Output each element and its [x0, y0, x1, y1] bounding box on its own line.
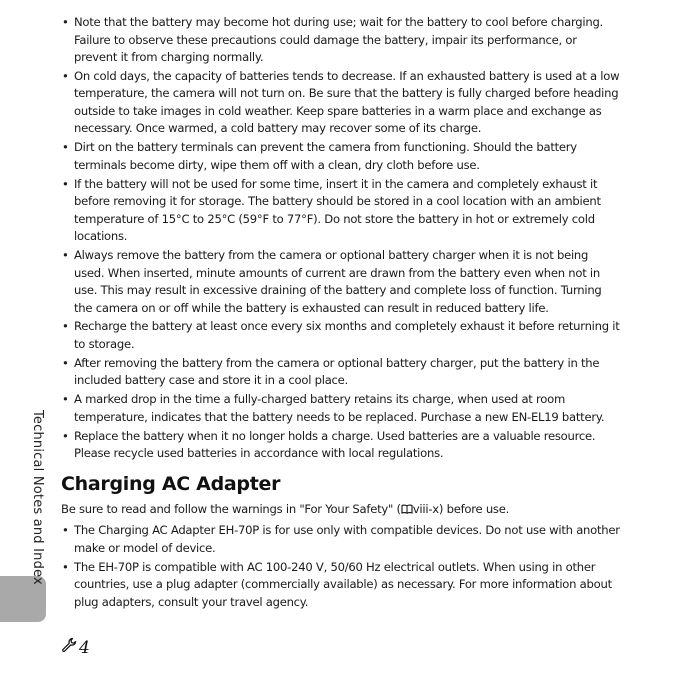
list-item: • The EH-70P is compatible with AC 100-240 V, 50/60 Hz electrical outlets. When using in other countries, use a plug adapter (commercially available) as necessary. For more information about plug adapters, consult your travel agency. [61, 559, 621, 612]
section-heading: Charging AC Adapter [61, 472, 281, 495]
list-item: • A marked drop in the time a fully-charged battery retains its charge, when used at room temperature, indicates that the battery needs to be replaced. Purchase a new EN-EL19 battery. [61, 391, 621, 426]
list-item: • Dirt on the battery terminals can prevent the camera from functioning. Should the battery terminals become dirty, wipe them off with a clean, dry cloth before use. [61, 139, 621, 174]
list-item: • Always remove the battery from the camera or optional battery charger when it is not being used. When inserted, minute amounts of current are drawn from the battery even when not in use. This may result in excessive draining of the battery and complete loss of function. Turning the camera on or off while the battery is exhausted can result in reduced battery life. [61, 247, 621, 317]
cross-reference-link[interactable]: viii-x [412, 501, 439, 516]
side-section-label: Technical Notes and Index [30, 410, 45, 585]
list-item: • The Charging AC Adapter EH-70P is for use only with compatible devices. Do not use with another make or model of device. [61, 522, 621, 557]
page-content [61, 14, 621, 612]
page-number [61, 637, 90, 658]
list-item: • After removing the battery from the camera or optional battery charger, put the battery in the included battery case and store it in a cool place. [61, 355, 621, 390]
intro-text-after: ) before use. [438, 501, 510, 516]
adapter-notes-list [61, 522, 621, 611]
section-intro [61, 501, 621, 521]
page-number-text: 4 [79, 637, 90, 658]
list-item: • Recharge the battery at least once every six months and completely exhaust it before returning it to storage. [61, 318, 621, 353]
wrench-icon [61, 637, 77, 658]
list-item: • On cold days, the capacity of batteries tends to decrease. If an exhausted battery is used at a low temperature, the camera will not turn on. Be sure that the battery is fully charged before heading outside to take images in cold weather. Keep spare batteries in a warm place and exchange as necessary. Once warmed, a cold battery may recover some of its charge. [61, 68, 621, 138]
list-item: • Note that the battery may become hot during use; wait for the battery to cool before charging. Failure to observe these precautions could damage the battery, impair its performance, or prevent it from charging normally. [61, 14, 621, 67]
book-reference-icon [401, 503, 413, 521]
list-item: • Replace the battery when it no longer holds a charge. Used batteries are a valuable resource. Please recycle used batteries in accordance with local regulations. [61, 428, 621, 463]
battery-notes-list [61, 14, 621, 463]
intro-text-before: Be sure to read and follow the warnings in "For Your Safety" ( [61, 501, 401, 516]
list-item: • If the battery will not be used for some time, insert it in the camera and completely exhaust it before removing it for storage. The battery should be stored in a cool location with an ambient temperature of 15°C to 25°C (59°F to 77°F). Do not store the battery in hot or extremely cold locations. [61, 176, 621, 246]
